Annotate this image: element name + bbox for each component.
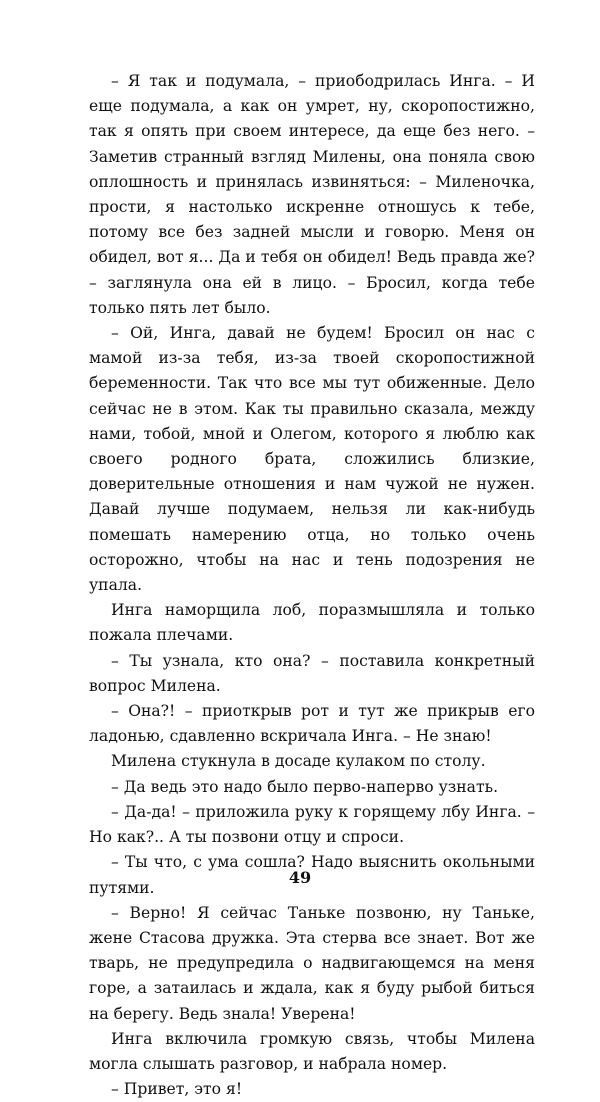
paragraph: – Ой, Инга, давай не будем! Бросил он нас с мамой из-за тебя, из-за твоей скоропостижной беременности. Так что все мы тут обиженные. Дело сейчас не в этом. Как ты правильно сказала, между нами, тобой, мной и Олегом, которого я люблю как своего родного брата, сложились близкие, доверительные отношения и нам чужой не нужен. Давай лучше подумаем, нельзя ли как-нибудь помешать намерению отца, но только очень осторожно, чтобы на нас и тень подозрения не упала.	[89, 324, 535, 595]
paragraph: – Да-да! – приложила руку к горящему лбу Инга. – Но как?.. А ты позвони отцу и спроси.	[89, 802, 535, 847]
paragraph: Инга наморщила лоб, поразмышляла и только пожала плечами.	[89, 601, 535, 645]
paragraph: – Верно! Я сейчас Таньке позвоню, ну Таньке, жене Стасова дружка. Эта стерва все знает. Вот же тварь, не предупредила о надвигающемся на меня горе, а затаилась и ждала, как я буду рыбой биться на берегу. Ведь знала! Уверена!	[89, 903, 535, 1023]
page-number: 49	[288, 868, 312, 887]
body-text	[89, 69, 535, 1102]
paragraph: – Ты что, с ума сошла? Надо выяснить окольными путями.	[89, 853, 535, 897]
paragraph: – Да ведь это надо было перво-наперво узнать.	[111, 777, 499, 796]
paragraph: – Она?! – приоткрыв рот и тут же прикрыв его ладонью, сдавленно вскричала Инга. – Не знаю!	[89, 702, 535, 746]
paragraph: – Привет, это я!	[111, 1080, 243, 1099]
paragraph: – Ты узнала, кто она? – поставила конкретный вопрос Милена.	[89, 651, 535, 695]
paragraph: – Я так и подумала, – приободрилась Инга. – И еще подумала, а как он умрет, ну, скоропостижно, так я опять при своем интересе, да еще без него. – Заметив странный взгляд Милены, она поняла свою оплошность и принялась извиняться: – Миленочка, прости, я настолько искренне отношусь к тебе, потому все без задней мысли и говорю. Меня он обидел, вот я... Да и тебя он обидел! Ведь правда же? – заглянула она ей в лицо. – Бросил, когда тебе только пять лет было.	[89, 72, 535, 317]
paragraph: Милена стукнула в досаде кулаком по столу.	[111, 752, 486, 771]
paragraph: Инга включила громкую связь, чтобы Милена могла слышать разговор, и набрала номер.	[89, 1029, 535, 1073]
